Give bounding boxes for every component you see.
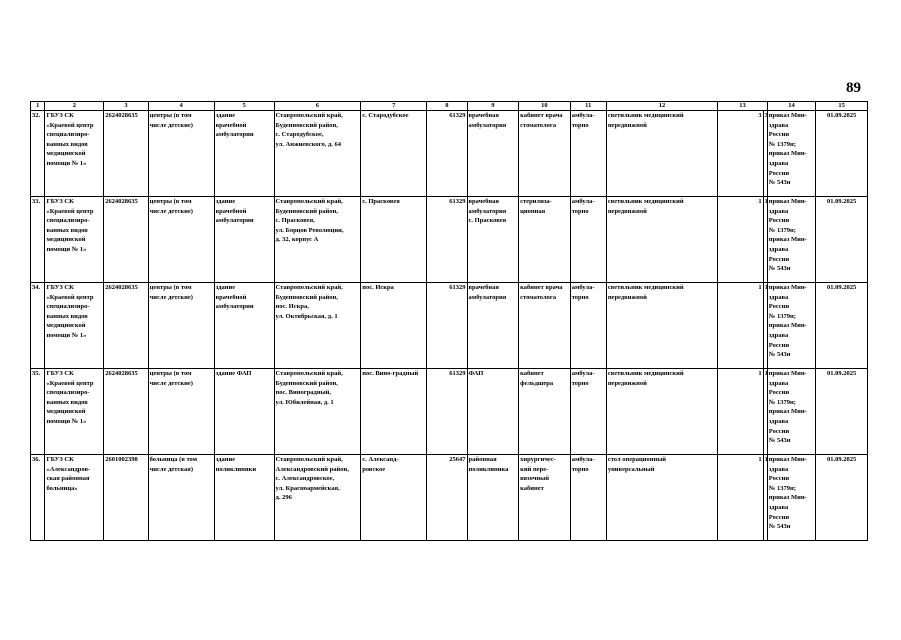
header-cell: 9 (467, 102, 519, 111)
organization-cell: ГБУЗ СК «Краевой центр специализиро- ванных видов медицинской помощи № 1» (45, 369, 104, 455)
table-row (31, 455, 868, 541)
header-cell: 5 (214, 102, 274, 111)
inn-cell: 2601002398 (104, 455, 148, 541)
inn-cell: 2624028635 (104, 197, 148, 283)
quantity-cell: 1 (763, 369, 767, 455)
unit-cell: врачебная амбулатория с. Прасковея (467, 197, 519, 283)
room-cell: стерилиза- ционная (519, 197, 571, 283)
settlement-cell: пос. Искра (361, 283, 427, 369)
header-cell: 15 (816, 102, 868, 111)
regulation-cell: приказ Мин- здрава России № 1379н; приказ Мин- здрава России № 543н (767, 283, 816, 369)
header-cell: 4 (148, 102, 214, 111)
inn-cell: 2624028635 (104, 111, 148, 197)
building-cell: здание поликлиники (214, 455, 274, 541)
quantity-cell: 3 (763, 111, 767, 197)
row-number-cell: 36. (31, 455, 45, 541)
institution-type-cell: центры (в том числе детские) (148, 283, 214, 369)
organization-cell: ГБУЗ СК «Краевой центр специализиро- ванных видов медицинской помощи № 1» (45, 283, 104, 369)
organization-cell: ГБУЗ СК «Александров- ская районная больница» (45, 455, 104, 541)
address-cell: Ставропольский край, Александровский район, с. Александровское, ул. Красноармейская, д. 296 (274, 455, 361, 541)
code-cell: 61329 (427, 369, 467, 455)
settlement-cell: с. Стародубское (361, 111, 427, 197)
regulation-cell: приказ Мин- здрава России № 1379н; приказ Мин- здрава России № 543н (767, 369, 816, 455)
unit-cell: врачебная амбулатория (467, 111, 519, 197)
inn-cell: 2624028635 (104, 283, 148, 369)
header-cell: 11 (570, 102, 606, 111)
address-cell: Ставропольский край, Буденновский район, пос. Виноградный, ул. Юбилейная, д. 1 (274, 369, 361, 455)
quantity-cell: 1 (718, 369, 763, 455)
address-cell: Ставропольский край, Буденновский район, с. Стародубское, ул. Анжиевского, д. 64 (274, 111, 361, 197)
date-cell: 01.09.2025 (816, 197, 868, 283)
quantity-cell: 1 (718, 283, 763, 369)
regulation-cell: приказ Мин- здрава России № 1379н; приказ Мин- здрава России № 543н (767, 455, 816, 541)
equipment-cell: светильник медицинский передвижной (606, 197, 717, 283)
header-cell: 14 (767, 102, 816, 111)
header-cell: 10 (519, 102, 571, 111)
care-mode-cell: амбула- торно (570, 283, 606, 369)
table-row (31, 369, 868, 455)
settlement-cell: с. Прасковея (361, 197, 427, 283)
equipment-cell: светильник медицинский передвижной (606, 111, 717, 197)
settlement-cell: пос. Вино-градный (361, 369, 427, 455)
row-number-cell: 33. (31, 197, 45, 283)
equipment-cell: светильник медицинский передвижной (606, 283, 717, 369)
header-cell: 13 (718, 102, 768, 111)
unit-cell: врачебная амбулатория (467, 283, 519, 369)
code-cell: 61329 (427, 197, 467, 283)
building-cell: здание врачебной амбулатории (214, 111, 274, 197)
row-number-cell: 32. (31, 111, 45, 197)
care-mode-cell: амбула- торно (570, 455, 606, 541)
equipment-cell: светильник медицинский передвижной (606, 369, 717, 455)
institution-type-cell: центры (в том числе детские) (148, 369, 214, 455)
code-cell: 61329 (427, 111, 467, 197)
organization-cell: ГБУЗ СК «Краевой центр специализиро- ванных видов медицинской помощи № 1» (45, 111, 104, 197)
row-number-cell: 35. (31, 369, 45, 455)
room-cell: кабинет фельдшера (519, 369, 571, 455)
date-cell: 01.09.2025 (816, 455, 868, 541)
unit-cell: ФАП (467, 369, 519, 455)
regulation-cell: приказ Мин- здрава России № 1379н; приказ Мин- здрава России № 543н (767, 197, 816, 283)
equipment-table (30, 101, 868, 541)
table-row (31, 283, 868, 369)
unit-cell: районная поликлиника (467, 455, 519, 541)
header-cell: 1 (31, 102, 45, 111)
table-row (31, 111, 868, 197)
table-row (31, 197, 868, 283)
date-cell: 01.09.2025 (816, 369, 868, 455)
header-cell: 12 (606, 102, 717, 111)
quantity-cell: 3 (718, 111, 763, 197)
quantity-cell: 1 (763, 197, 767, 283)
care-mode-cell: амбула- торно (570, 111, 606, 197)
organization-cell: ГБУЗ СК «Краевой центр специализиро- ванных видов медицинской помощи № 1» (45, 197, 104, 283)
institution-type-cell: центры (в том числе детские) (148, 197, 214, 283)
room-cell: хирургичес- кий пере- вязочный кабинет (519, 455, 571, 541)
building-cell: здание ФАП (214, 369, 274, 455)
address-cell: Ставропольский край, Буденновский район, пос. Искра, ул. Октябрьская, д. 1 (274, 283, 361, 369)
quantity-cell: 1 (718, 197, 763, 283)
code-cell: 25647 (427, 455, 467, 541)
building-cell: здание врачебной амбулатории (214, 283, 274, 369)
settlement-cell: с. Александ- ровское (361, 455, 427, 541)
header-cell: 2 (45, 102, 104, 111)
quantity-cell: 1 (763, 283, 767, 369)
care-mode-cell: амбула- торно (570, 197, 606, 283)
care-mode-cell: амбула- торно (570, 369, 606, 455)
date-cell: 01.09.2025 (816, 283, 868, 369)
header-cell: 7 (361, 102, 427, 111)
header-row (31, 102, 868, 111)
date-cell: 01.09.2025 (816, 111, 868, 197)
equipment-cell: стол операционный универсальный (606, 455, 717, 541)
inn-cell: 2624028635 (104, 369, 148, 455)
institution-type-cell: центры (в том числе детские) (148, 111, 214, 197)
room-cell: кабинет врача стоматолога (519, 111, 571, 197)
quantity-cell: 1 (718, 455, 763, 541)
building-cell: здание врачебной амбулатории (214, 197, 274, 283)
header-cell: 6 (274, 102, 361, 111)
page-number: 89 (846, 80, 861, 96)
header-cell: 3 (104, 102, 148, 111)
row-number-cell: 34. (31, 283, 45, 369)
address-cell: Ставропольский край, Буденновский район, с. Прасковея, ул. Борцов Революции, д. 32, корпус А (274, 197, 361, 283)
header-cell: 8 (427, 102, 467, 111)
regulation-cell: приказ Мин- здрава России № 1379н; приказ Мин- здрава России № 543н (767, 111, 816, 197)
room-cell: кабинет врача стоматолога (519, 283, 571, 369)
code-cell: 61329 (427, 283, 467, 369)
quantity-cell: 1 (763, 455, 767, 541)
institution-type-cell: больница (в том числе детская) (148, 455, 214, 541)
